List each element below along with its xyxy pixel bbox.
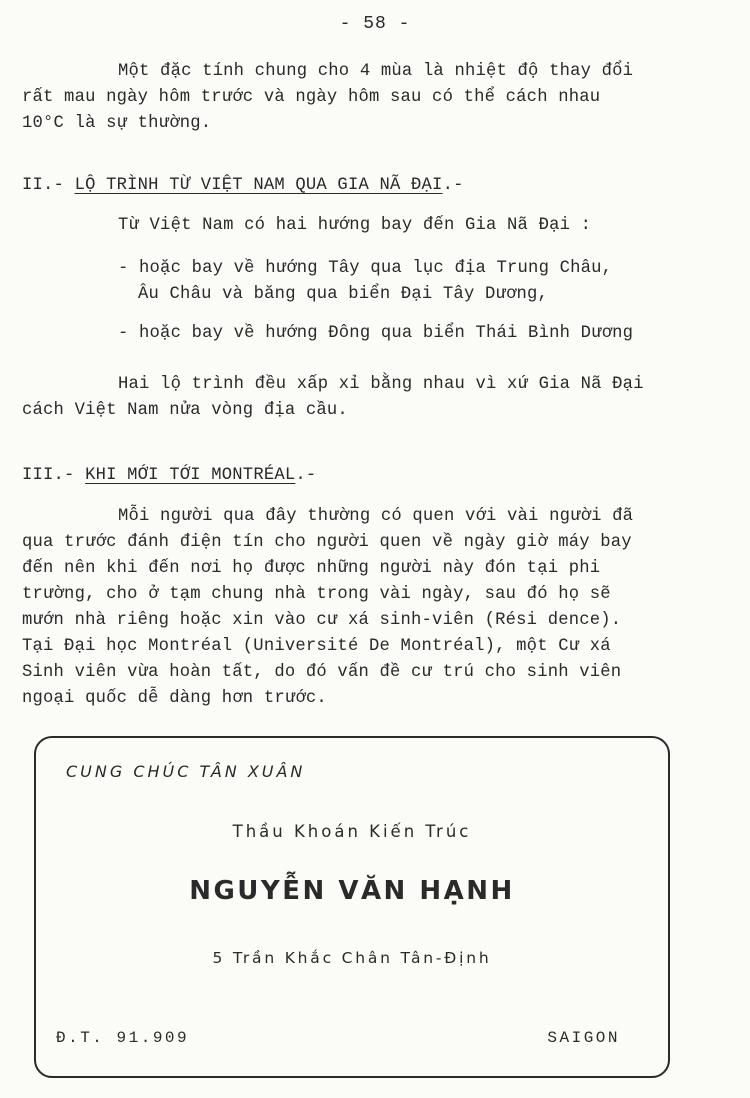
advert-trade: Thầu Khoán Kiến Trúc [232,822,472,841]
section-3-line-7: Sinh viên vừa hoàn tất, do đó vấn đề cư trú cho sinh viên [22,663,622,682]
section-2-conclusion-line-2: cách Việt Nam nửa vòng địa cầu. [22,401,348,420]
section-2-lead: Từ Việt Nam có hai hướng bay đến Gia Nã Đại : [118,216,592,235]
section-2-title: LỘ TRÌNH TỪ VIỆT NAM QUA GIA NÃ ĐẠI [74,176,443,195]
section-3-line-3: đến nên khi đến nơi họ được những người này đón tại phi [22,559,601,578]
section-3-line-6: Tại Đại học Montréal (Université De Montréal), một Cư xá [22,637,611,656]
section-2-option-1-line-2: Âu Châu và băng qua biển Đại Tây Dương, [138,285,549,304]
section-3-line-4: trường, cho ở tạm chung nhà trong vài ngày, sau đó họ sẽ [22,585,611,604]
intro-line-2: rất mau ngày hôm trước và ngày hôm sau có thể cách nhau [22,88,601,107]
section-3-line-1: Mỗi người qua đây thường có quen với vài người đã [118,507,634,526]
section-3-line-5: mướn nhà riêng hoặc xin vào cư xá sinh-viên (Rési dence). [22,611,622,630]
section-3-line-2: qua trước đánh điện tín cho người quen về ngày giờ máy bay [22,533,632,552]
section-3-title: KHI MỚI TỚI MONTRÉAL [85,466,296,485]
section-2-number: II.- [22,176,65,195]
advert-greeting: CUNG CHÚC TÂN XUÂN [66,762,306,781]
advert-name: NGUYỄN VĂN HẠNH [189,876,515,906]
section-2-title-suffix: .- [442,176,464,195]
intro-line-1: Một đặc tính chung cho 4 mùa là nhiệt độ thay đổi [118,62,634,81]
section-2-option-1-line-1: - hoặc bay về hướng Tây qua lục địa Trung Châu, [118,259,613,278]
advert-address: 5 Trần Khắc Chân Tân-Định [212,949,492,967]
section-3-title-suffix: .- [295,466,317,485]
section-2-option-2: - hoặc bay về hướng Đông qua biển Thái Bình Dương [118,324,634,343]
section-2-heading [22,176,464,196]
section-3-heading [22,466,316,486]
section-3-number: III.- [22,466,75,485]
advert-box [34,736,670,1078]
intro-line-3: 10°C là sự thường. [22,114,212,133]
page-number: - 58 - [339,14,411,34]
advert-city: SAIGON [547,1029,620,1047]
section-2-conclusion-line-1: Hai lộ trình đều xấp xỉ bằng nhau vì xứ Gia Nã Đại [118,375,644,394]
advert-phone: Đ.T. 91.909 [56,1029,190,1047]
section-3-line-8: ngoại quốc dễ dàng hơn trước. [22,689,327,708]
